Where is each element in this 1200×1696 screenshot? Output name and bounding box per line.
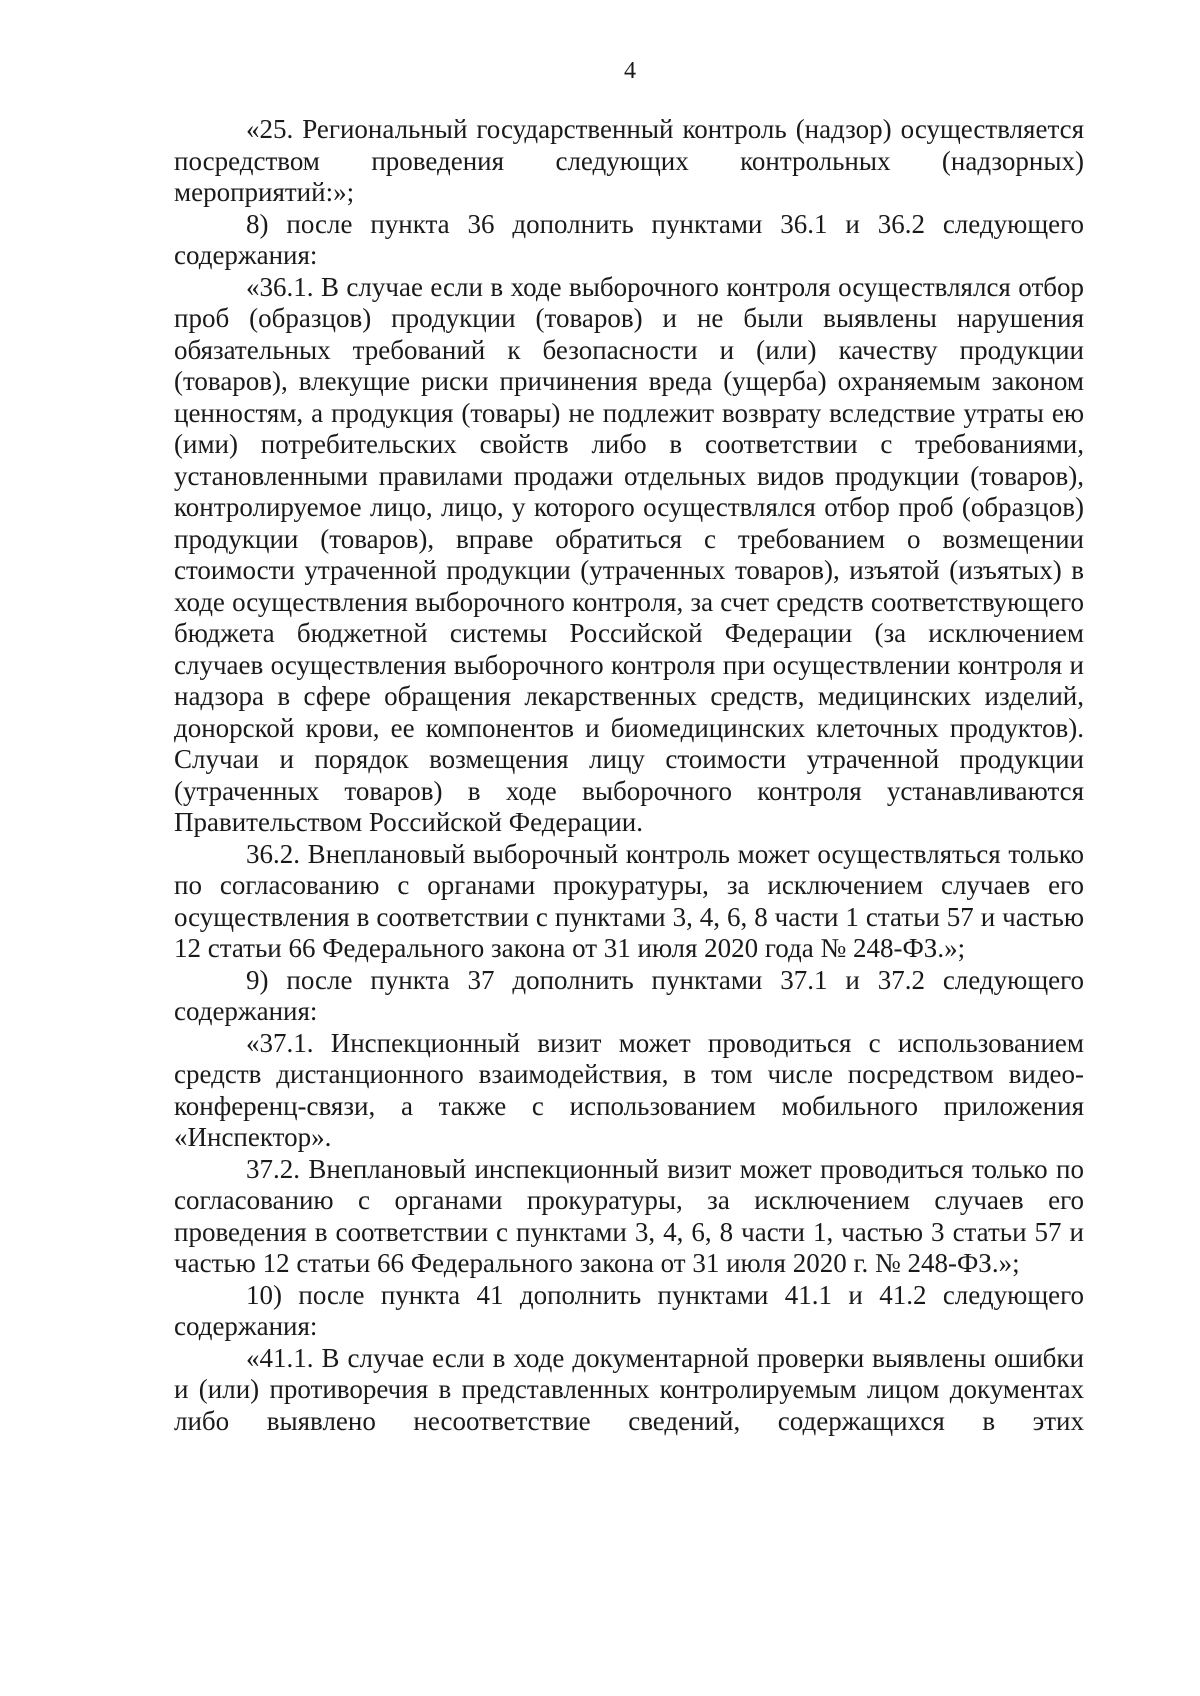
paragraph-point-41-1: «41.1. В случае если в ходе документарной проверки выявлены ошибки и (или) противоречия в представленных контролируемым лицом документах либо выявлено несоответствие сведений, содержащихся в этих	[174, 1342, 1084, 1436]
paragraph-point-36-2: 36.2. Внеплановый выборочный контроль может осуществляться только по согласованию с органами прокуратуры, за исключением случаев его осуществления в соответствии с пунктами 3, 4, 6, 8 части 1 статьи 57 и частью 12 статьи 66 Федерального закона от 31 июля 2020 года № 248-ФЗ.»;	[174, 838, 1084, 963]
paragraph-point-37-2: 37.2. Внеплановый инспекционный визит может проводиться только по согласованию с органами прокуратуры, за исключением случаев его проведения в соответствии с пунктами 3, 4, 6, 8 части 1, частью 3 статьи 57 и частью 12 статьи 66 Федерального закона от 31 июля 2020 г. № 248-ФЗ.»;	[174, 1153, 1084, 1278]
paragraph-point-36-1: «36.1. В случае если в ходе выборочного контроля осуществлялся отбор проб (образцов) продукции (товаров) и не были выявлены нарушения обязательных требований к безопасности и (или) качеству продукции (товаров), влекущие риски причинения вреда (ущерба) охраняемым законом ценностям, а продукция (товары) не подлежит возврату вследствие утраты ею (ими) потребительских свойств либо в соответствии с требованиями, установленными правилами продажи отдельных видов продукции (товаров), контролируемое лицо, лицо, у которого осуществлялся отбор проб (образцов) продукции (товаров), вправе обратиться с требованием о возмещении стоимости утраченной продукции (утраченных товаров), изъятой (изъятых) в ходе осуществления выборочного контроля, за счет средств соответствующего бюджета бюджетной системы Российской Федерации (за исключением случаев осуществления выборочного контроля при осуществлении контроля и надзора в сфере обращения лекарственных средств, медицинских изделий, донорской крови, ее компонентов и биомедицинских клеточных продуктов). Случаи и порядок возмещения лицу стоимости утраченной продукции (утраченных товаров) в ходе выборочного контроля устанавливаются Правительством Российской Федерации.	[174, 271, 1084, 837]
paragraph-point-25: «25. Региональный государственный контроль (надзор) осуществляется посредством проведения следующих контрольных (надзорных) мероприятий:»;	[174, 114, 1084, 207]
paragraph-amendment-8: 8) после пункта 36 дополнить пунктами 36.1 и 36.2 следующего содержания:	[174, 208, 1084, 270]
paragraph-amendment-10: 10) после пункта 41 дополнить пунктами 41.1 и 41.2 следующего содержания:	[174, 1279, 1084, 1341]
page-number: 4	[624, 58, 636, 84]
paragraph-point-37-1: «37.1. Инспекционный визит может проводиться с использованием средств дистанционного взаимодействия, в том числе посредством видео-конференц-связи, а также с использованием мобильного приложения «Инспектор».	[174, 1027, 1084, 1152]
document-body	[174, 114, 1084, 1437]
paragraph-amendment-9: 9) после пункта 37 дополнить пунктами 37.1 и 37.2 следующего содержания:	[174, 964, 1084, 1026]
